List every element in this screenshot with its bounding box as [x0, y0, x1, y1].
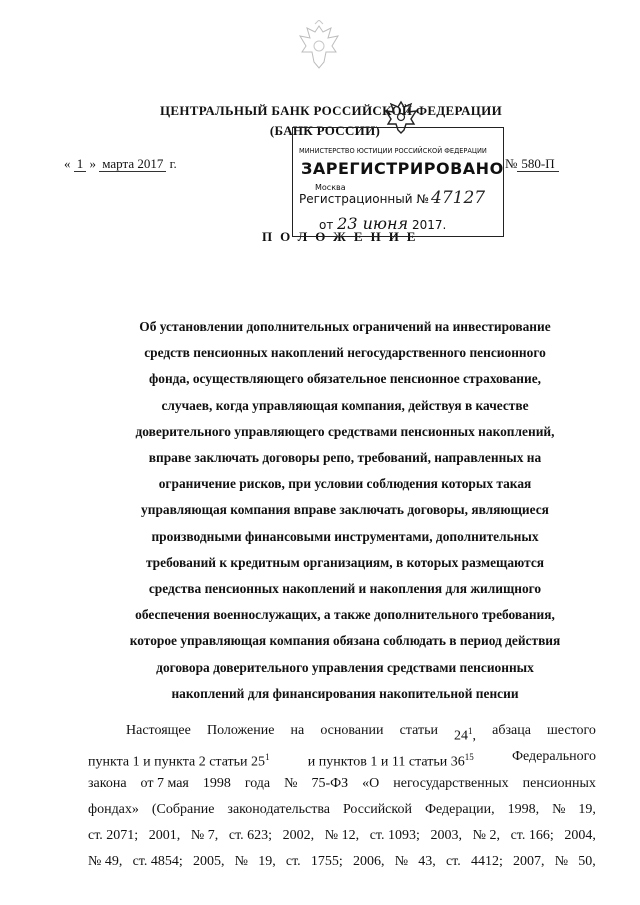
body-line	[88, 823, 596, 849]
body-word: № 2,	[472, 828, 500, 844]
subject-line: требований к кредитным организациям, в которых размещаются	[145, 554, 545, 570]
body-line	[88, 718, 596, 744]
body-word-part: ,	[472, 728, 477, 744]
registration-stamp	[292, 127, 504, 237]
subject-line: случаев, когда управляющая компания, действуя в качестве	[161, 397, 529, 413]
number-prefix: №	[505, 156, 518, 171]
body-word: 75-ФЗ	[311, 775, 349, 791]
body-word: статьи	[399, 723, 438, 738]
subject-line: накоплений для финансирования накопительной пенсии	[171, 685, 519, 701]
body-word: №	[234, 854, 248, 870]
subject-line: средства пенсионных накоплений и накопления для жилищного	[148, 581, 542, 597]
subject-line: управляющая компания вправе заключать договоры, являющиеся	[141, 502, 549, 518]
body-word: «О	[362, 775, 380, 791]
body-word: Настоящее	[126, 723, 191, 738]
body-superscript: 15	[464, 752, 474, 763]
body-word: Федерального	[511, 749, 596, 765]
body-word: абзаца	[492, 723, 531, 738]
document-subject	[100, 314, 590, 707]
body-word: 2004,	[564, 828, 596, 844]
document-number	[505, 156, 559, 172]
body-line	[88, 797, 596, 823]
stamp-reg-label: Регистрационный №	[299, 192, 429, 206]
body-paragraph	[88, 718, 596, 876]
body-word: основании	[320, 723, 384, 738]
subject-line: договора доверительного управления средствами пенсионных	[156, 659, 534, 675]
stamp-reg-number: 47127	[431, 188, 486, 208]
body-word: №	[552, 801, 566, 817]
subject-line: ограничение рисков, при условии соблюдения которых такая	[158, 476, 532, 492]
date-open-quote: «	[64, 156, 71, 171]
body-line	[88, 849, 596, 875]
document-date	[64, 156, 177, 172]
body-word: 2007,	[513, 854, 545, 870]
body-word: ст.	[285, 854, 301, 870]
subject-line: производными финансовыми инструментами, дополнительных	[151, 528, 539, 544]
body-line	[88, 771, 596, 797]
stamp-registered: ЗАРЕГИСТРИРОВАНО	[301, 159, 504, 178]
body-word: 2001,	[148, 828, 181, 844]
body-word: 2005,	[192, 854, 225, 870]
body-word: 1755;	[310, 854, 343, 870]
body-word: закона	[88, 775, 127, 791]
body-word: №	[394, 854, 409, 870]
body-word: №	[554, 854, 569, 870]
subject-line: доверительного управляющего средствами пенсионных накоплений,	[135, 423, 555, 439]
body-superscript: 1	[265, 752, 270, 763]
stamp-city: Москва	[315, 183, 346, 192]
russian-eagle-emblem	[296, 20, 342, 72]
body-word: 43,	[418, 854, 436, 870]
body-word: № 49,	[88, 854, 123, 870]
body-word-part: пункта 1 и пункта 2 статьи 25	[88, 754, 266, 770]
body-word: фондах»	[88, 801, 139, 817]
stamp-eagle-icon	[383, 98, 419, 134]
body-word: от 7 мая	[140, 775, 189, 791]
body-line	[88, 744, 596, 770]
subject-line: обеспечения военнослужащих, а также дополнительного требования,	[135, 607, 555, 623]
subject-line: средств пенсионных накоплений негосударственного пенсионного	[144, 345, 546, 361]
date-suffix: г.	[169, 156, 177, 171]
subject-line: Об установлении дополнительных ограничений на инвестирование	[139, 319, 551, 334]
date-month-year: марта 2017	[99, 156, 166, 172]
bank-short-name: (БАНК РОССИИ)	[269, 123, 381, 138]
body-word: Федерации,	[424, 801, 495, 817]
body-superscript: 1	[468, 726, 473, 736]
body-word: пенсионных	[522, 775, 596, 791]
body-word: 2002,	[282, 828, 315, 844]
subject-line: которое управляющая компания обязана соблюдать в период действия	[129, 633, 561, 649]
body-word: ст.	[445, 854, 461, 870]
body-word: 2006,	[352, 854, 385, 870]
body-word: Положение	[206, 723, 275, 738]
date-day: 1	[74, 156, 87, 172]
body-word: 19,	[258, 854, 276, 870]
body-word: ст. 2071;	[88, 828, 139, 844]
body-word-part: и пунктов 1 и 11 статьи 36	[307, 754, 465, 770]
body-word: на	[290, 723, 305, 738]
bank-name: ЦЕНТРАЛЬНЫЙ БАНК РОССИЙСКОЙ ФЕДЕРАЦИИ	[160, 103, 503, 118]
body-word: ст. 166;	[510, 828, 554, 844]
body-word: (Собрание	[151, 801, 215, 817]
stamp-ministry: МИНИСТЕРСТВО ЮСТИЦИИ РОССИЙСКОЙ ФЕДЕРАЦИИ	[299, 147, 487, 155]
body-word: ст. 623;	[228, 828, 273, 844]
body-word: №	[284, 775, 298, 791]
body-word	[88, 744, 270, 770]
body-word: Российской	[342, 801, 412, 817]
body-word: 19,	[578, 801, 596, 817]
body-word: законодательства	[227, 801, 330, 817]
body-word	[308, 744, 474, 770]
subject-line: вправе заключать договоры репо, требований, направленных на	[148, 450, 542, 466]
body-word: 1998,	[507, 801, 540, 817]
number-value: 580-П	[517, 156, 558, 172]
body-word: негосударственных	[393, 775, 509, 791]
body-word: № 12,	[324, 828, 360, 844]
stamp-from-year: 2017.	[411, 218, 447, 232]
body-word: ст. 1093;	[369, 828, 420, 844]
body-word	[454, 718, 476, 744]
document-type: ПОЛОЖЕНИЕ	[262, 229, 424, 244]
date-close-quote: »	[89, 156, 96, 171]
body-word: 4412;	[470, 854, 503, 870]
body-word: № 7,	[190, 828, 219, 844]
body-word-part: 24	[454, 728, 469, 744]
body-word: 1998	[202, 775, 231, 791]
subject-line: фонда, осуществляющего обязательное пенсионное страхование,	[148, 371, 542, 387]
body-word: шестого	[547, 723, 596, 738]
body-word: 2003,	[430, 828, 462, 844]
stamp-from-date: 23 июня	[337, 214, 409, 233]
body-word: года	[244, 775, 271, 791]
stamp-from-line	[319, 214, 446, 233]
body-word: ст. 4854;	[132, 854, 183, 870]
stamp-from-label: от	[319, 218, 334, 232]
body-word: 50,	[578, 854, 596, 870]
